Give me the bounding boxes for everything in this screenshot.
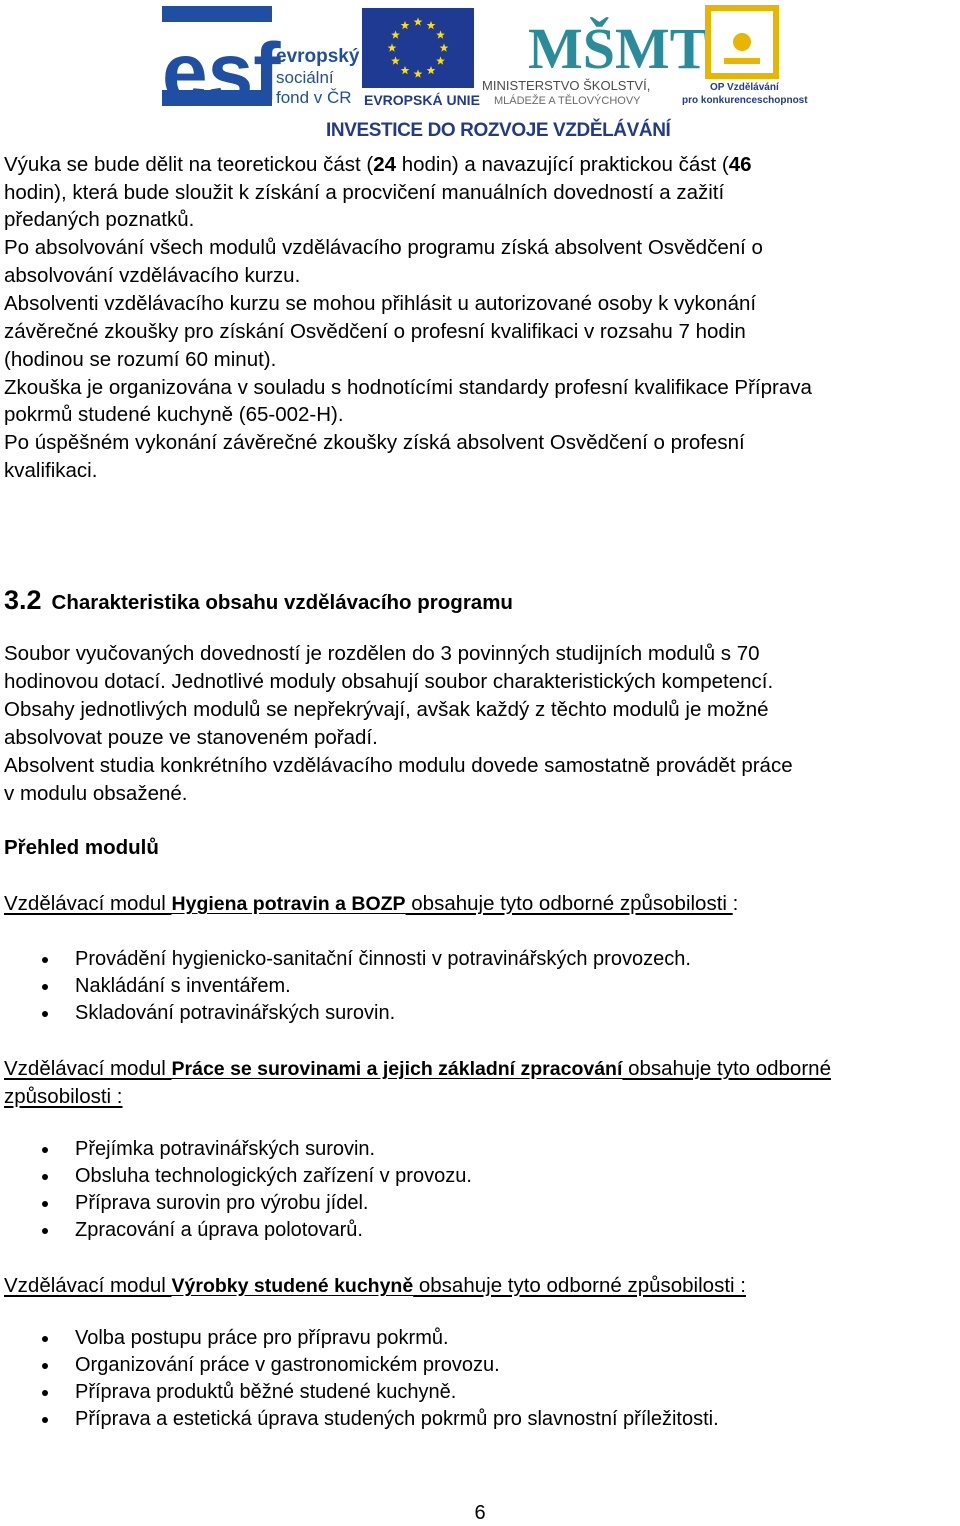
slogan: INVESTICE DO ROZVOJE VZDĚLÁVÁNÍ [326, 120, 671, 141]
intro-line-8: (hodinou se rozumí 60 minut). [4, 348, 277, 371]
module-2-heading-cont [4, 1083, 123, 1111]
section-number: 3.2 [4, 585, 42, 615]
section-line-6: v modulu obsažené. [4, 782, 188, 805]
op-line-1: OP Vzdělávání [710, 82, 779, 93]
op-line-2: pro konkurenceschopnost [682, 95, 808, 106]
intro-line-3: předaných poznatků. [4, 208, 195, 231]
eu-flag-icon [362, 8, 480, 108]
list-item: Přejímka potravinářských surovin. [75, 1136, 375, 1163]
module-prefix: Vzdělávací modul [4, 1057, 172, 1080]
theory-hours: 24 [373, 153, 397, 176]
module-1-heading [4, 890, 738, 918]
list-item: Nakládání s inventářem. [75, 973, 291, 1000]
esf-mark: esf [162, 27, 281, 118]
module-3-heading [4, 1272, 746, 1300]
intro-line-6: Absolventi vzdělávacího kurzu se mohou přihlásit u autorizované osoby k vykonání [4, 292, 757, 315]
section-heading [4, 584, 513, 619]
list-item: Zpracování a úprava polotovarů. [75, 1217, 363, 1244]
list-item: Příprava produktů běžné studené kuchyně. [75, 1379, 456, 1406]
module-prefix: Vzdělávací modul [4, 892, 172, 915]
intro-line-1 [4, 151, 752, 179]
esf-text-2: sociální [276, 68, 334, 87]
msmt-line-2: MLÁDEŽE A TĚLOVÝCHOVY [494, 95, 641, 107]
list-item: Příprava a estetická úprava studených pokrmů pro slavnostní příležitosti. [75, 1406, 719, 1433]
list-item: Organizování práce v gastronomickém provozu. [75, 1352, 500, 1379]
msmt-mark: MŠMT [528, 16, 709, 81]
intro-line-12: kvalifikaci. [4, 459, 98, 482]
header-logos [0, 0, 960, 150]
intro-line-5: absolvování vzdělávacího kurzu. [4, 264, 301, 287]
module-suffix: obsahuje tyto odborné způsobilosti : [413, 1274, 746, 1297]
section-title: Charakteristika obsahu vzdělávacího programu [51, 591, 513, 614]
list-item: Volba postupu práce pro přípravu pokrmů. [75, 1325, 449, 1352]
module-prefix: Vzdělávací modul [4, 1274, 172, 1297]
list-item: Obsluha technologických zařízení v provozu. [75, 1163, 472, 1190]
module-suffix: obsahuje tyto odborné způsobilosti [405, 892, 733, 915]
module-suffix: způsobilosti : [4, 1085, 123, 1108]
eu-flag-logo [362, 8, 480, 108]
eu-label: EVROPSKÁ UNIE [364, 92, 480, 108]
module-suffix: obsahuje tyto odborné [622, 1057, 831, 1080]
intro-text: hodin) a navazující praktickou část ( [396, 153, 729, 176]
intro-line-2: hodin), která bude sloužit k získání a procvičení manuálních dovedností a zažití [4, 181, 725, 204]
intro-line-7: závěrečné zkoušky pro získání Osvědčení o profesní kvalifikaci v rozsahu 7 hodin [4, 320, 746, 343]
module-1-name: Hygiena potravin a BOZP [171, 893, 406, 915]
msmt-logo [480, 6, 709, 107]
intro-text: Výuka se bude dělit na teoretickou část ( [4, 153, 374, 176]
module-2-name: Práce se surovinami a jejich základní zpracování [171, 1058, 623, 1080]
intro-line-11: Po úspěšném vykonání závěrečné zkoušky získá absolvent Osvědčení o profesní [4, 431, 745, 454]
list-item: Příprava surovin pro výrobu jídel. [75, 1190, 368, 1217]
section-line-1: Soubor vyučovaných dovedností je rozdělen do 3 povinných studijních modulů s 70 [4, 642, 760, 665]
module-2-heading [4, 1055, 831, 1083]
module-3-name: Výrobky studené kuchyně [171, 1275, 414, 1297]
module-colon: : [732, 892, 739, 915]
intro-line-4: Po absolvování všech modulů vzdělávacího programu získá absolvent Osvědčení o [4, 236, 763, 259]
page-number: 6 [474, 1502, 486, 1524]
list-item: Provádění hygienicko-sanitační činnosti v potravinářských provozech. [75, 946, 691, 973]
op-logo [680, 6, 808, 108]
list-item: Skladování potravinářských surovin. [75, 1000, 395, 1027]
section-line-2: hodinovou dotací. Jednotlivé moduly obsahují soubor charakteristických kompetencí. [4, 670, 774, 693]
section-line-4: absolvovat pouze ve stanoveném pořadí. [4, 726, 378, 749]
intro-line-9: Zkouška je organizována v souladu s hodnotícími standardy profesní kvalifikace Příprava [4, 376, 812, 399]
section-line-3: Obsahy jednotlivých modulů se nepřekrývají, avšak každý z těchto modulů je možné [4, 698, 769, 721]
msmt-line-1: MINISTERSTVO ŠKOLSTVÍ, [482, 78, 651, 93]
section-line-5: Absolvent studia konkrétního vzdělávacího modulu dovede samostatně provádět práce [4, 754, 793, 777]
esf-text-1: evropský [276, 46, 360, 67]
practice-hours: 46 [728, 153, 752, 176]
esf-logo [162, 6, 360, 118]
overview-title: Přehled modulů [4, 836, 159, 859]
esf-text-3: fond v ČR [276, 88, 352, 107]
intro-line-10: pokrmů studené kuchyně (65-002-H). [4, 403, 344, 426]
